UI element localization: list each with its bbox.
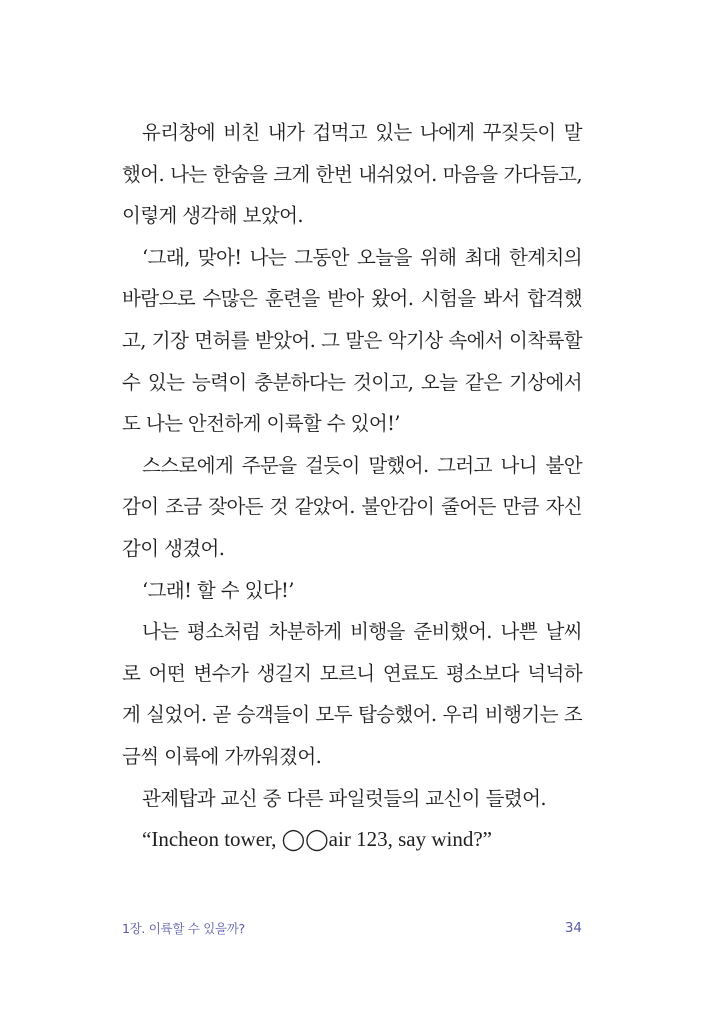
body-text	[122, 112, 582, 861]
text-line: 감이 생겼어.	[122, 536, 225, 560]
paragraph	[122, 445, 582, 570]
text-line: 관제탑과 교신 중 다른 파일럿들의 교신이 들렸어.	[142, 786, 546, 810]
text-line: 금씩 이륙에 가까워졌어.	[122, 744, 322, 768]
text-line: 감이 조금 잦아든 것 같았어. 불안감이 줄어든 만큼 자신	[122, 495, 582, 519]
paragraph	[122, 237, 582, 445]
text-line: 도 나는 안전하게 이륙할 수 있어!’	[122, 412, 400, 436]
text-line: 스스로에게 주문을 걸듯이 말했어. 그러고 나니 불안	[142, 453, 582, 477]
paragraph	[122, 611, 582, 777]
text-line: 고, 기장 면허를 받았어. 그 말은 악기상 속에서 이착륙할	[122, 328, 582, 352]
page-number: 34	[564, 920, 582, 936]
paragraph	[122, 570, 582, 612]
text-line: 바람으로 수많은 훈련을 받아 왔어. 시험을 봐서 합격했	[122, 287, 582, 311]
text-line: 했어. 나는 한숨을 크게 한번 내쉬었어. 마음을 가다듬고,	[122, 162, 582, 186]
text-line: 수 있는 능력이 충분하다는 것이고, 오늘 같은 기상에서	[122, 370, 582, 394]
chapter-title: 1장. 이륙할 수 있을까?	[122, 921, 245, 936]
paragraph	[122, 112, 582, 237]
text-line: 이렇게 생각해 보았어.	[122, 204, 303, 228]
text-line: 게 실었어. 곧 승객들이 모두 탑승했어. 우리 비행기는 조	[122, 703, 582, 727]
paragraph	[122, 819, 582, 861]
text-line: 로 어떤 변수가 생길지 모르니 연료도 평소보다 넉넉하	[122, 661, 582, 685]
paragraph	[122, 778, 582, 820]
text-line: 유리창에 비친 내가 겁먹고 있는 나에게 꾸짖듯이 말	[142, 121, 582, 144]
text-line: ‘그래, 맞아! 나는 그동안 오늘을 위해 최대 한계치의	[142, 245, 582, 269]
text-line: “Incheon tower, ◯◯air 123, say wind?”	[142, 827, 492, 852]
text-line: ‘그래! 할 수 있다!’	[142, 578, 294, 602]
text-line: 나는 평소처럼 차분하게 비행을 준비했어. 나쁜 날씨	[142, 620, 582, 644]
